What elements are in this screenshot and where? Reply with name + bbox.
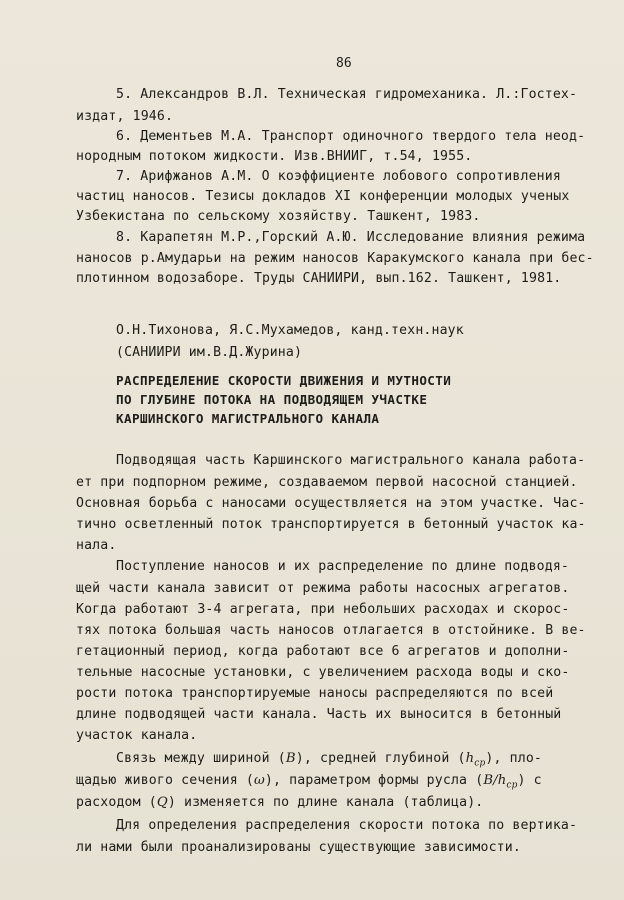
body-line: тельные насосные установки, с увеличением расхода воды и ско- (76, 665, 570, 680)
shape-parameter-symbol: B/h (483, 773, 507, 788)
title-line: КАРШИНСКОГО МАГИСТРАЛЬНОГО КАНАЛА (116, 411, 380, 426)
text-fragment: расходом ( (76, 795, 157, 810)
body-line: Основная борьба с наносами осуществляется на этом участке. Час- (76, 496, 586, 511)
body-line: ет при подпорном режиме, создаваемом первой насосной станцией. (76, 475, 578, 490)
reference-line: частиц наносов. Тезисы докладов XI конференции молодых ученых (76, 189, 570, 204)
reference-line: нородным потоком жидкости. Изв.ВНИИГ, т.54, 1955. (76, 149, 473, 164)
reference-line: плотинном водозаборе. Труды САНИИРИ, вып.162. Ташкент, 1981. (76, 271, 562, 286)
area-symbol: ω (253, 773, 265, 788)
body-line (76, 794, 483, 812)
subscript: ср (474, 758, 486, 769)
text-fragment: Связь между шириной ( (116, 751, 286, 766)
text-fragment: щадью живого сечения ( (76, 773, 254, 788)
body-line: рости потока транспортируемые наносы распределяются по всей (76, 686, 554, 701)
title-line: РАСПРЕДЕЛЕНИЕ СКОРОСТИ ДВИЖЕНИЯ И МУТНОСТИ (116, 373, 452, 388)
discharge-symbol: Q (156, 795, 168, 810)
depth-symbol: h (465, 751, 475, 766)
reference-line: 8. Карапетян М.Р.,Горский А.Ю. Исследование влияния режима (116, 230, 586, 245)
body-line: Подводящая часть Каршинского магистрального канала работа- (116, 453, 586, 468)
article-affiliation: (САНИИРИ им.В.Д.Журина) (116, 345, 303, 360)
text-fragment: ) изменяется по длине канала (таблица). (167, 795, 484, 810)
reference-line: 7. Арифжанов А.М. О коэффициенте лобового сопротивления (116, 169, 561, 184)
reference-line: издат, 1946. (76, 109, 174, 124)
page-number: 86 (336, 56, 352, 71)
body-line: длине подводящей части канала. Часть их выносится в бетонный (76, 707, 562, 722)
reference-line: 6. Дементьев М.А. Транспорт одиночного твердого тела неод- (116, 129, 586, 144)
body-line: Когда работают 3-4 агрегата, при небольших расходах и скорос- (76, 602, 570, 617)
text-fragment: ) с (517, 773, 542, 788)
article-authors: О.Н.Тихонова, Я.С.Мухамедов, канд.техн.наук (116, 323, 464, 338)
text-fragment: ), пло- (485, 751, 543, 766)
body-line: Для определения распределения скорости потока по вертика- (116, 818, 578, 833)
body-line: участок канала. (76, 728, 198, 743)
reference-line: Узбекистана по сельскому хозяйству. Ташкент, 1983. (76, 209, 481, 224)
body-line: щей части канала зависит от режима работы насосных агрегатов. (76, 581, 570, 596)
reference-line: наносов р.Амударьи на режим наносов Каракумского канала при бес- (76, 251, 594, 266)
body-line: тях потока большая часть наносов отлагается в отстойнике. В ве- (76, 623, 586, 638)
subscript: ср (506, 780, 518, 791)
body-line: гетационный период, когда работают все 6 агрегатов и дополни- (76, 644, 570, 659)
body-line (116, 750, 542, 773)
reference-line: 5. Александров В.Л. Техническая гидромеханика. Л.:Гостех- (116, 87, 578, 102)
width-symbol: B (285, 751, 296, 766)
text-fragment: ), параметром формы русла ( (264, 773, 484, 788)
body-line: тично осветленный поток транспортируется в бетонный участок ка- (76, 517, 586, 532)
title-line: ПО ГЛУБИНЕ ПОТОКА НА ПОДВОДЯЩЕМ УЧАСТКЕ (116, 392, 428, 407)
body-line: нала. (76, 538, 117, 553)
body-line: ли нами были проанализированы существующие зависимости. (76, 840, 521, 855)
text-fragment: ), средней глубиной ( (295, 751, 466, 766)
body-line: Поступление наносов и их распределение по длине подводя- (116, 559, 570, 574)
body-line (76, 772, 542, 795)
